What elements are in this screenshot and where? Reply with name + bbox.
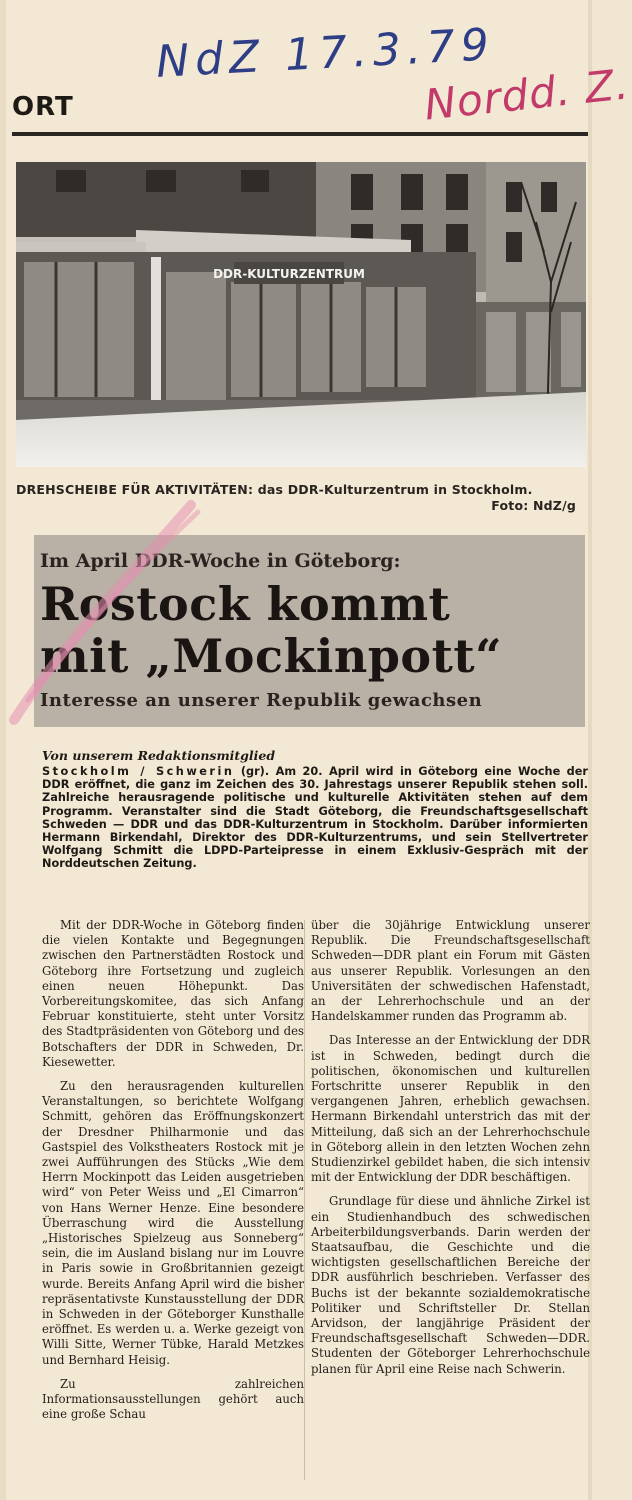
body-paragraph: Das Interesse an der Entwicklung der DDR ist in Schweden, bedingt durch die politischen, ökonomischen und kulturellen Fortschritte unserer Republik in den vergangenen Jahren, erheblich gewachsen. Hermann Birkendahl unterstrich das mit der Mitteilung, daß sich an der Lehrerhochschule in Göteborg allein in den letzten Wochen zehn Studienzirkel gebildet haben, die sich intensiv mit der Entwicklung der DDR beschäftigen. <box>311 1033 590 1185</box>
headline-line-2: mit „Mockinpott“ <box>40 629 503 683</box>
body-column-right <box>311 918 590 1377</box>
body-column-left <box>42 918 304 1423</box>
section-rule <box>12 132 588 136</box>
dateline: Stockholm / Schwerin <box>42 765 235 778</box>
body-paragraph: Grundlage für diese und ähnliche Zirkel ist ein Studienhandbuch des schwedischen Arbeiterbildungsverbands. Darin werden der Staatsaufbau, die Geschichte und die wichtigsten gesellschaftlichen Bereiche der DDR ausführlich beschrieben. Verfasser des Buchs ist der bekannte sozialdemokratische Politiker und Schriftsteller Dr. Stellan Arvidson, der langjährige Präsident der Freundschaftsgesellschaft Schweden—DDR. Studenten der Göteborger Lehrerhochschule planen für April eine Reise nach Schwerin. <box>311 1194 590 1376</box>
headline-line-1: Rostock kommt <box>40 577 451 631</box>
lead-text: (gr). Am 20. April wird in Göteborg eine Woche der DDR eröffnet, die ganz im Zeichen des 30. Jahrestags unserer Republik stehen soll. Zahlreiche herausragende politische und kulturelle Aktivitäten stehen auf dem Programm. Veranstalter sind die Stadt Göteborg, die Freundschaftsgesellschaft Schweden — DDR und das DDR-Kulturzentrum in Stockholm. Darüber informierten Hermann Birkendahl, Direktor des DDR-Kulturzentrums, und sein Stellvertreter Wolfgang Schmitt die LDPD-Parteipresse in einem Exklusiv-Gespräch mit der Norddeutschen Zeitung. <box>42 765 588 871</box>
photo-credit: Foto: NdZ/g <box>491 498 576 513</box>
handwritten-red-note: Nordd. Z. <box>422 59 632 130</box>
handwritten-note: NdZ 17.3.79 <box>154 19 497 88</box>
body-paragraph: über die 30jährige Entwicklung unserer Republik. Die Freundschaftsgesellschaft Schweden—DDR plant ein Forum mit Gästen aus unserer Republik. Vorlesungen an den Universitäten der schwedischen Hafenstadt, an der Lehrerhochschule und an der Handelskammer runden das Programm ab. <box>311 918 590 1024</box>
storefront-sign: DDR-KULTURZENTRUM <box>213 267 365 281</box>
body-paragraph: Mit der DDR-Woche in Göteborg finden die vielen Kontakte und Begegnungen zwischen den Partnerstädten Rostock und Göteborg ihre Fortsetzung und zugleich einen neuen Höhepunkt. Das Vorbereitungskomitee, das sich Anfang Februar konstituierte, steht unter Vorsitz des Stadtpräsidenten von Göteborg und des Botschafters der DDR in Schweden, Dr. Kiesewetter. <box>42 918 304 1069</box>
photo-caption-block <box>16 482 576 513</box>
deck: Interesse an unserer Republik gewachsen <box>40 690 483 711</box>
section-label: ORT <box>12 92 74 122</box>
headline <box>40 578 580 682</box>
photo-caption: DREHSCHEIBE FÜR AKTIVITÄTEN: das DDR-Kulturzentrum in Stockholm. <box>16 482 533 497</box>
kicker: Im April DDR-Woche in Göteborg: <box>40 550 401 572</box>
photo-illustration <box>16 162 586 467</box>
body-paragraph: Zu zahlreichen Informationsausstellungen gehört auch eine große Schau <box>42 1376 304 1422</box>
body-paragraph: Zu den herausragenden kulturellen Veranstaltungen, so berichtete Wolfgang Schmitt, gehören das Eröffnungskonzert der Dresdner Philharmonie und das Gastspiel des Volkstheaters Rostock mit je zwei Aufführungen des Stücks „Wie dem Herrn Mockinpott das Leiden ausgetrieben wird“ von Peter Weiss und „El Cimarron“ von Hans Werner Henze. Eine besondere Überraschung wird die Ausstellung „Historisches Spielzeug aus Sonneberg“ sein, die im Ausland bislang nur im Louvre in Paris sowie in Großbritannien gezeigt wurde. Bereits Anfang April wird die bisher repräsentativste Kunstausstellung der DDR in Schweden in der Göteborger Kunsthalle eröffnet. Es werden u. a. Werke gezeigt von Willi Sitte, Werner Tübke, Harald Metzkes und Bernhard Heisig. <box>42 1079 304 1367</box>
lead-paragraph <box>42 765 588 871</box>
news-photo <box>16 162 586 467</box>
byline: Von unserem Redaktionsmitglied <box>42 748 276 763</box>
column-divider <box>304 920 305 1480</box>
